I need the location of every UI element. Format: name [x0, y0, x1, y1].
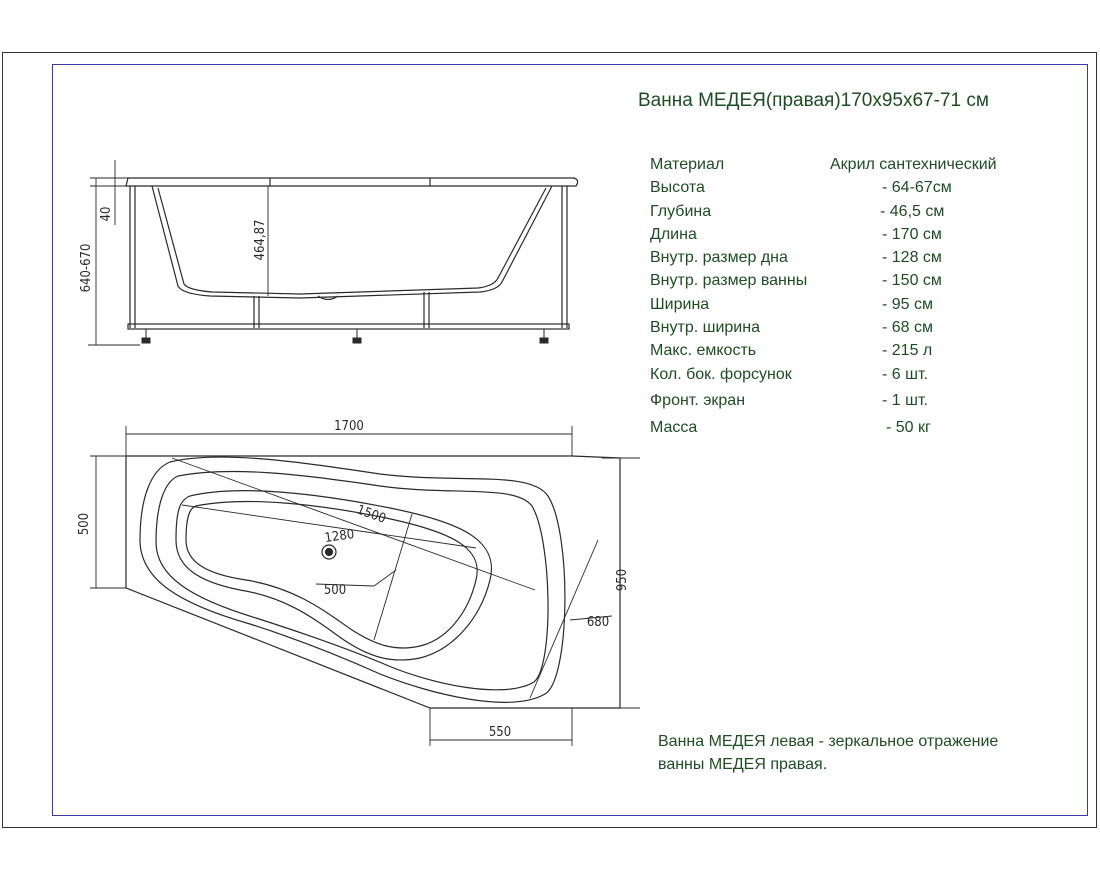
spec-label: Глубина [650, 203, 712, 220]
spec-label: Материал [650, 156, 725, 173]
tub-bottom-inner [186, 502, 477, 648]
note-line: Ванна МЕДЕЯ левая - зеркальное отражение [658, 733, 999, 750]
dim-length: 1700 [334, 419, 364, 434]
spec-value: - 215 л [882, 342, 933, 359]
note-line: ванны МЕДЕЯ правая. [658, 756, 828, 773]
spec-value: - 128 см [882, 249, 942, 266]
spec-label: Ширина [650, 296, 710, 313]
top-dimensions [90, 426, 640, 746]
spec-row-jets [650, 366, 1050, 386]
drain-inner [326, 549, 333, 556]
spec-label: Длина [650, 226, 697, 243]
tub-bowl-outer [152, 186, 552, 298]
dim-total-width: 950 [615, 568, 630, 592]
top-view [126, 456, 620, 708]
spec-row-width [650, 296, 1050, 316]
spec-value: - 1 шт. [882, 392, 928, 409]
dim-width-left: 500 [77, 512, 92, 536]
spec-row-capacity [650, 342, 1050, 362]
spec-row-height [650, 179, 1050, 199]
dim-total-height: 640-670 [79, 243, 94, 293]
mirror-note [658, 730, 998, 776]
side-dimensions [88, 160, 268, 345]
spec-label: Внутр. размер ванны [650, 272, 808, 289]
spec-value: - 68 см [882, 319, 934, 336]
dim-inner-width: 680 [586, 615, 610, 630]
spec-label: Масса [650, 419, 698, 436]
spec-value: - 50 кг [886, 419, 931, 436]
spec-value: - 6 шт. [882, 366, 928, 383]
spec-label: Внутр. размер дна [650, 249, 788, 266]
spec-row-depth [650, 203, 1050, 223]
spec-label: Внутр. ширина [650, 319, 760, 336]
adjustable-feet [142, 329, 548, 343]
spec-value: - 95 см [882, 296, 934, 313]
spec-label: Фронт. экран [650, 392, 746, 409]
spec-label: Кол. бок. форсунок [650, 366, 792, 383]
spec-value: Акрил сантехнический [830, 156, 997, 173]
spec-row-inner-size [650, 272, 1050, 292]
spec-value: - 64-67см [882, 179, 952, 196]
dim-bottom-width: 500 [323, 583, 347, 598]
frame-base [128, 324, 569, 329]
spec-value: - 46,5 см [880, 203, 945, 220]
spec-value: - 150 см [882, 272, 942, 289]
spec-row-bottom-size [650, 249, 1050, 269]
dim-rim-height: 40 [99, 206, 114, 222]
spec-label: Высота [650, 179, 705, 196]
spec-value: - 170 см [882, 226, 942, 243]
dim-front-length: 550 [488, 725, 512, 740]
spec-row-front-panel [650, 392, 1050, 412]
dim-depth: 464,87 [253, 219, 268, 261]
tub-bowl-inner [158, 188, 546, 294]
spec-label: Макс. емкость [650, 342, 757, 359]
side-view [126, 178, 578, 343]
tub-rim [126, 178, 578, 186]
dim-bottom-length: 1280 [323, 527, 356, 547]
spec-row-inner-width [650, 319, 1050, 339]
dim-inner-length: 1500 [354, 502, 388, 527]
spec-row-length [650, 226, 1050, 246]
page-title: Ванна МЕДЕЯ(правая)170x95x67-71 см [638, 90, 989, 111]
spec-row-weight [650, 419, 1050, 439]
spec-row-material [650, 156, 1050, 176]
